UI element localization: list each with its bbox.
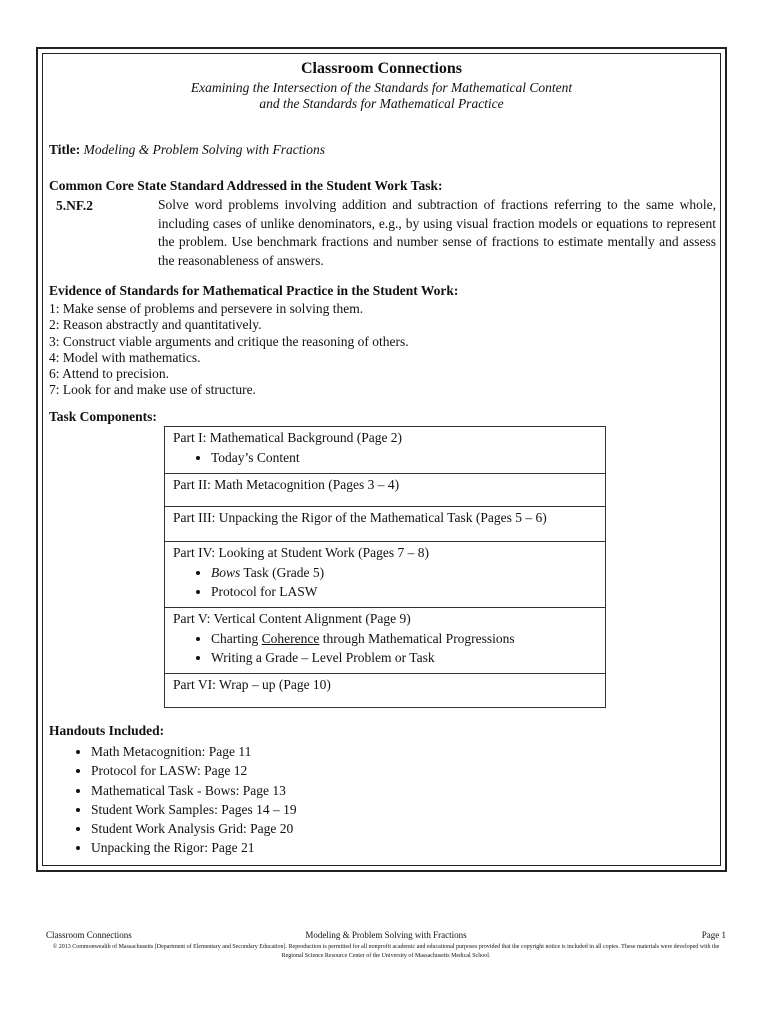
task-part-1 bbox=[165, 427, 605, 474]
content-frame bbox=[42, 53, 721, 866]
doc-subtitle-line1: Examining the Intersection of the Standards for Mathematical Content bbox=[190, 80, 573, 95]
handouts-list bbox=[67, 742, 297, 858]
footer-left: Classroom Connections bbox=[46, 930, 132, 940]
doc-title: Classroom Connections bbox=[300, 60, 463, 77]
copyright-notice: © 2013 Commonwealth of Massachusetts [Department of Elementary and Secondary Education]. Reproduction is permitted for all nonprofit academic and educational purposes provided that the copyright notice is included in all copies. These materials were developed with the Regional Science Resource Center of the University of Massachusetts Medical School. bbox=[52, 944, 720, 959]
practice-item: 1: Make sense of problems and persevere in solving them. bbox=[49, 301, 364, 316]
standard-text: Solve word problems involving addition and subtraction of fractions referring to the same whole, including cases of unlike denominators, e.g., by using visual fraction models or equations to represent the problem. Use benchmark fractions and number sense of fractions to estimate mentally and assess the reasonableness of answers. bbox=[158, 197, 716, 268]
practice-item: 4: Model with mathematics. bbox=[49, 349, 201, 365]
task-part-3 bbox=[165, 507, 605, 542]
task-part-6 bbox=[165, 674, 605, 707]
task-bows-rest: Task (Grade 5) bbox=[240, 565, 325, 580]
footer-center: Modeling & Problem Solving with Fractions bbox=[305, 930, 467, 940]
handout-item: • Protocol for LASW: Page 12 bbox=[91, 761, 297, 780]
practices-list bbox=[49, 301, 409, 399]
progressions-text: through Mathematical Progressions bbox=[319, 631, 515, 646]
task-part-4 bbox=[165, 542, 605, 608]
handout-item: • Student Work Analysis Grid: Page 20 bbox=[91, 819, 297, 838]
handout-item: • Mathematical Task - Bows: Page 13 bbox=[91, 781, 297, 800]
handouts-heading: Handouts Included: bbox=[49, 723, 165, 738]
practice-item: 3: Construct viable arguments and critique the reasoning of others. bbox=[49, 333, 409, 349]
practice-item: 7: Look for and make use of structure. bbox=[49, 382, 256, 398]
handout-item: • Unpacking the Rigor: Page 21 bbox=[91, 838, 297, 857]
task-part-5 bbox=[165, 608, 605, 674]
task-part-3-title: Part III: Unpacking the Rigor of the Mathematical Task (Pages 5 – 6) bbox=[173, 510, 547, 525]
standard-code: 5.NF.2 bbox=[56, 198, 94, 213]
task-part-6-title: Part VI: Wrap – up (Page 10) bbox=[173, 677, 331, 692]
title-row bbox=[49, 142, 325, 158]
handout-item: • Math Metacognition: Page 11 bbox=[91, 742, 297, 761]
title-label: Title: bbox=[49, 142, 81, 157]
title-value: Modeling & Problem Solving with Fractions bbox=[83, 142, 325, 157]
task-part-5-bullet: • Writing a Grade – Level Problem or Task bbox=[211, 648, 597, 667]
practices-heading: Evidence of Standards for Mathematical Practice in the Student Work: bbox=[49, 283, 459, 298]
page-border bbox=[36, 47, 727, 872]
task-components-table bbox=[164, 426, 606, 708]
tasks-heading: Task Components: bbox=[49, 409, 157, 424]
task-part-5-title: Part V: Vertical Content Alignment (Page 9) bbox=[173, 611, 411, 626]
practice-item: 6: Attend to precision. bbox=[49, 366, 169, 382]
task-part-5-bullet bbox=[211, 629, 597, 648]
task-part-1-title: Part I: Mathematical Background (Page 2) bbox=[173, 430, 403, 445]
handout-item: • Student Work Samples: Pages 14 – 19 bbox=[91, 800, 297, 819]
footer-page-number: Page 1 bbox=[701, 930, 726, 940]
coherence-text: Coherence bbox=[261, 631, 320, 646]
doc-subtitle-line2: and the Standards for Mathematical Practice bbox=[259, 96, 504, 111]
standard-heading: Common Core State Standard Addressed in the Student Work Task: bbox=[49, 178, 443, 193]
task-part-4-bullet: • Protocol for LASW bbox=[211, 582, 597, 601]
task-part-4-bullet bbox=[211, 563, 597, 582]
task-part-4-title: Part IV: Looking at Student Work (Pages 7 – 8) bbox=[173, 545, 430, 560]
page-footer bbox=[46, 930, 726, 942]
task-part-2 bbox=[165, 474, 605, 507]
task-bows-label: Bows bbox=[211, 565, 241, 580]
task-part-2-title: Part II: Math Metacognition (Pages 3 – 4) bbox=[173, 477, 400, 492]
task-part-1-bullet: • Today’s Content bbox=[211, 448, 597, 467]
practice-item: 2: Reason abstractly and quantitatively. bbox=[49, 317, 262, 333]
charting-text: Charting bbox=[211, 631, 262, 646]
